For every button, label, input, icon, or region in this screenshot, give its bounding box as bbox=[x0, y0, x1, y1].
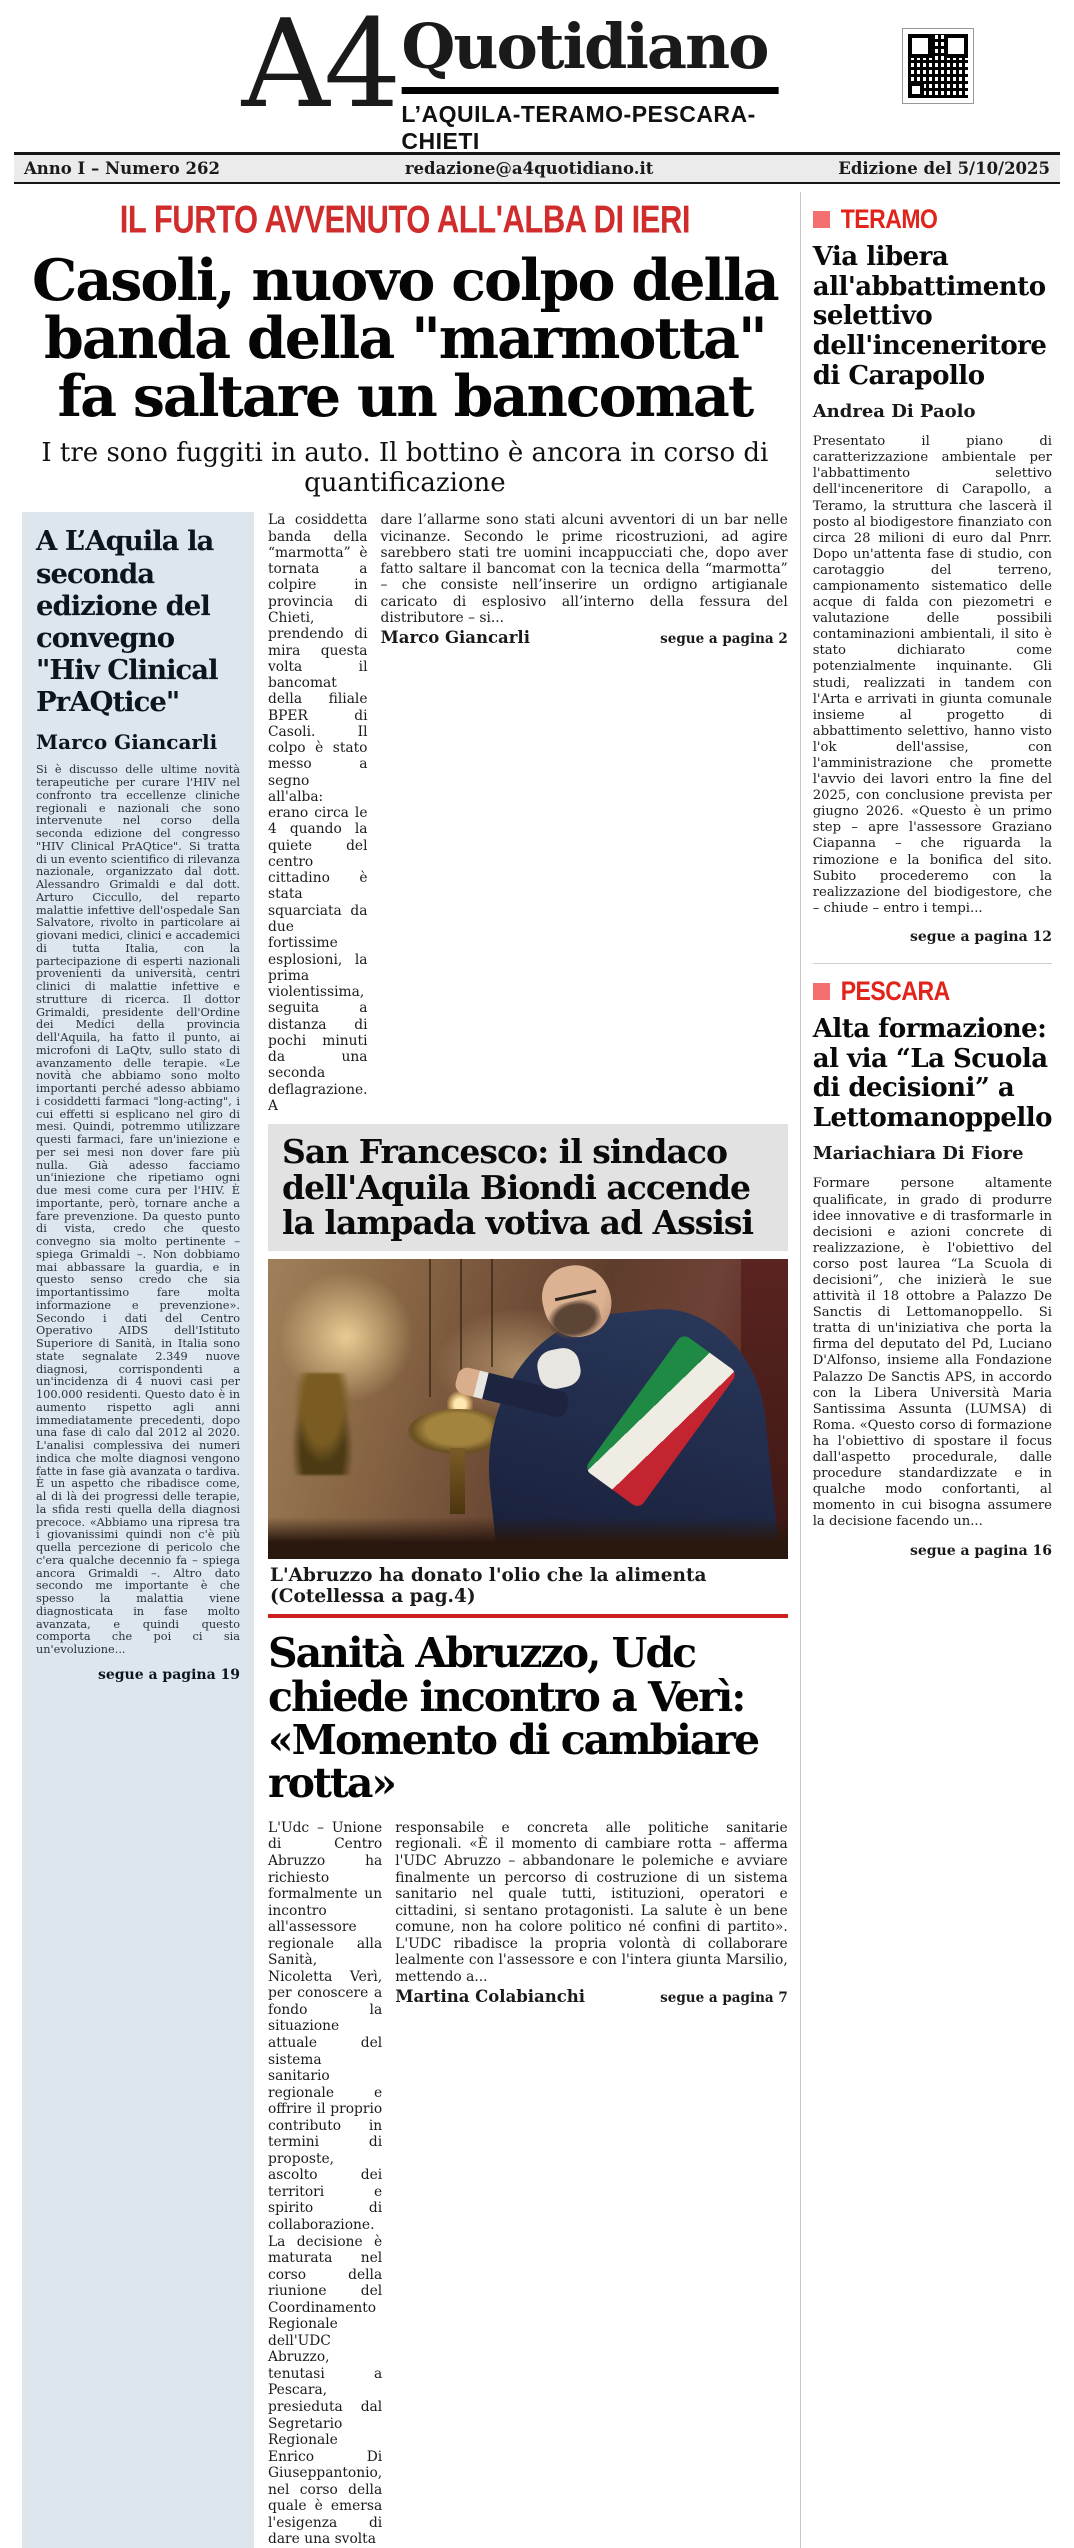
lamp-photo bbox=[268, 1259, 788, 1559]
lead-body-col1: La cosiddetta banda della “marmotta” è tornata a colpire in provincia di Chieti, prendendo di mira questa volta il bancomat della filiale BPER di Casoli. Il colpo è stato messo a segno all'alba: erano circa le 4 quando la quiete del centro cittadino è stata squarciata da due fortissime esplosioni, la prima violentissima, seguita a distanza di pochi minuti da una seconda deflagrazione. A bbox=[268, 512, 368, 1114]
hiv-body: Si è discusso delle ultime novità terapeutiche per curare l'HIV nel confronto tra eccellenze cliniche regionali e nazionali che sono intervenute nel corso della seconda edizione del congresso "HIV Clinical PrAQtice". Si tratta di un evento scientifico di rilevanza nazionale, organizzato dal dott. Alessandro Grimaldi e dal dott. Arturo Ciccullo, del reparto malattie infettive dell'ospedale San Salvatore, rivolto in particolare ai giovani medici, clinici e accademici di tutta Italia, con la partecipazione di esperti nazionali provenienti da università, centri clinici di malattie infettive e strutture di ricerca. Il dottor Grimaldi, presidente dell'Ordine dei Medici della provincia dell'Aquila, ha fatto il punto, ai microfoni di LaQtv, sullo stato di avanzamento delle terapie. «Le novità che abbiamo sono molto importanti perché adesso abbiamo i cosiddetti farmaci "long-acting", i cui effetti si esplicano nel giro di mesi. Quindi, potremmo utilizzare questi farmaci, fare un'iniezione e per sei mesi non dover fare più nulla. Già adesso facciamo un'iniezione che ripetiamo ogni due mesi come cura per l'HIV. È importante, però, tornare anche a fare prevenzione. Da questo punto di vista, credo che questo convegno sia molto pertinente – spiega Grimaldi –. Non dobbiamo mai abbassare la guardia, e in questo senso credo che sia importantissimo fare molta informazione e prevenzione». Secondo i dati del Centro Operativo AIDS dell'Istituto Superiore di Sanità, in Italia sono state segnalate 2.349 nuove diagnosi, corrispondenti a un'incidenza di 4 nuovi casi per 100.000 residenti. Questo dato è in aumento rispetto agli anni immediatamente precedenti, dopo una fase di calo dal 2012 al 2020. L'analisi complessiva dei numeri indica che molte diagnosi vengono fatte in fase già avanzata o tardiva. È un aspetto che ribadisce come, al di là dei progressi delle terapie, la sfida resti quella della diagnosi precoce. «Abbiamo una ripresa tra i giovanissimi quindi non c'è più quella percezione di pericolo che c'era qualche decennio fa – spiega ancora Grimaldi –. Altro dato secondo me importante è che spesso la malattia viene diagnosticata in fase molto avanzata, e quindi questo comporta che poi ci sia un'evoluzione... bbox=[36, 763, 240, 1657]
logo-a4: A4 bbox=[241, 0, 396, 135]
sanita-continuation: segue a pagina 7 bbox=[660, 1990, 788, 2007]
lamp-chain bbox=[460, 1259, 462, 1379]
photo-caption: L'Abruzzo ha donato l'olio che la alimenta (Cotellessa a pag.4) bbox=[270, 1565, 707, 1608]
teramo-headline: Via libera all'abbattimento selettivo dell'inceneritore di Carapollo bbox=[812, 242, 1047, 391]
lead-continuation: segue a pagina 2 bbox=[660, 631, 788, 648]
logo-name: Quotidiano bbox=[401, 18, 778, 94]
content-right-column bbox=[268, 512, 788, 2548]
pescara-label: PESCARA bbox=[840, 975, 950, 1006]
section-label-teramo bbox=[813, 203, 1052, 234]
qr-code bbox=[902, 28, 974, 104]
sanita-body-col2: responsabile e concreta alle politiche sanitarie regionali. «È il momento di cambiare rotta – afferma l'UDC Abruzzo – abbandonare le polemiche e avviare finalmente un percorso di costruzione di un sistema sanitario nel quale tutti, istituzioni, operatori e cittadini, si sentano protagonisti. La salute è un bene comune, non ha colore politico né confini di partito». L'UDC ribadisce la propria volontà di collaborare lealmente con l'assessore e con l'intera giunta Marsilio, mettendo a... bbox=[395, 1819, 788, 1985]
sanita-headline: Sanità Abruzzo, Udc chiede incontro a Verì: «Momento di cambiare rotta» bbox=[268, 1629, 759, 1808]
sidebar-section-divider bbox=[813, 963, 1052, 964]
logo-right-block bbox=[367, 10, 778, 155]
lamp-stem bbox=[450, 1448, 466, 1514]
qr-pattern bbox=[908, 34, 968, 98]
lead-kicker: IL FURTO AVVENUTO ALL'ALBA DI IERI bbox=[119, 197, 690, 242]
san-francesco-headline: San Francesco: il sindaco dell'Aquila Biondi accende la lampada votiva ad Assisi bbox=[282, 1132, 754, 1243]
brass-lamps bbox=[289, 1373, 357, 1475]
lead-byline: Marco Giancarli bbox=[380, 628, 530, 648]
dateline-issue: Anno I – Numero 262 bbox=[24, 159, 220, 178]
hiv-byline: Marco Giancarli bbox=[36, 730, 218, 755]
masthead bbox=[0, 0, 1074, 152]
sidebar bbox=[813, 192, 1052, 2548]
teramo-body: Presentato il piano di caratterizzazione ambientale per l'abbattimento selettivo dell'inceneritore di Carapollo, a Teramo, la struttura che lascerà il posto al biodigestore finanziato con circa 28 milioni di euro dal Pnrr. Dopo un'attenta fase di studio, con carotaggio del terreno, campionamento sistematico delle acque di falda con piezometri e valutazione delle possibili contaminazioni ambientali, il sito è stato dichiarato come potenzialmente inquinante. Gli studi, realizzati in tandem con l'Arta e arrivati in giunta comunale insieme al progetto di abbattimento selettivo, hanno visto l'ok dell'assise, con l'amministrazione che promette l'avvio dei lavori entro la fine del 2025, con conclusione prevista per giugno 2026. «Questo è un primo step – apre l'assessore Graziano Ciapanna – che riguarda la rimozione e la bonifica del sito. Subito procederemo con la realizzazione del biodigestore, che – chiude – entro i tempi... bbox=[812, 434, 1052, 916]
lamp-chain bbox=[429, 1259, 431, 1397]
pescara-byline: Mariachiara Di Fiore bbox=[812, 1143, 1024, 1165]
vertical-divider bbox=[800, 192, 801, 2548]
pescara-body: Formare persone altamente qualificate, in grado di produrre idee innovative e di trasformarle in decisioni e azioni concrete di realizzazione, è l'obiettivo del corso post laurea “La Scuola di decisioni”, che inizierà le sue attività il 18 ottobre a Palazzo De Sanctis di Lettomanoppello. Si tratta di un'iniziativa che porta la firma del deputato del Pd, Luciano D'Alfonso, insieme alla Fondazione Palazzo De Sanctis APS, in accordo con la Libera Università Maria Santissima Assunta (LUMSA) di Roma. «Questo corso di formazione ha l'obiettivo di spostare il focus dall'aspetto procedurale, dalle procedure standardizzate e in qualche modo confortanti, al momento in cui bisogna assumere la decisione facendo un... bbox=[812, 1176, 1052, 1530]
sanita-body-col1: L'Udc – Unione di Centro Abruzzo ha richiesto formalmente un incontro all'assessore regionale alla Sanità, Nicoletta Verì, per conoscere a fondo la situazione attuale del sistema sanitario regionale e offrire il proprio contributo in termini di proposte, ascolto dei territori e spirito di collaborazione. La decisione è maturata nel corso della riunione del Coordinamento Regionale dell'UDC Abruzzo, tenutasi a Pescara, presieduta dal Segretario Regionale Enrico Di Giuseppantonio, nel corso della quale è emersa l'esigenza di dare una svolta bbox=[268, 1819, 383, 2548]
hiv-continuation: segue a pagina 19 bbox=[97, 1666, 240, 1683]
dateline-email: redazione@a4quotidiano.it bbox=[404, 159, 654, 178]
teramo-continuation: segue a pagina 12 bbox=[909, 928, 1052, 945]
qr-finder-icon bbox=[908, 82, 924, 98]
pescara-continuation: segue a pagina 16 bbox=[909, 1542, 1052, 1559]
hiv-article-box bbox=[22, 512, 254, 2548]
teramo-byline: Andrea Di Paolo bbox=[812, 401, 976, 423]
teramo-square-icon bbox=[813, 211, 830, 228]
hiv-headline: A L’Aquila la seconda edizione del convegno "Hiv Clinical PrAQtice" bbox=[36, 525, 218, 719]
section-label-pescara bbox=[813, 975, 1052, 1006]
lamp-chain bbox=[491, 1259, 493, 1367]
dateline-bar bbox=[14, 152, 1060, 184]
photo-foreground-shadow bbox=[268, 1517, 788, 1559]
teramo-label: TERAMO bbox=[840, 203, 938, 234]
dateline-edition: Edizione del 5/10/2025 bbox=[838, 159, 1050, 178]
lead-body-col2: dare l’allarme sono stati alcuni avventori di un bar nelle vicinanze. Secondo le prime ricostruzioni, ad agire sarebbero stati tre uomini incappucciati che, dopo aver fatto saltare il bancomat con la tecnica della “marmotta” – che consiste nell’inserire un ordigno artigianale caricato di esplosivo all’interno della fessura del distributore – si... bbox=[380, 512, 788, 626]
newspaper-logo bbox=[241, 0, 779, 155]
logo-tagline: L’AQUILA-TERAMO-PESCARA-CHIETI bbox=[401, 100, 756, 154]
san-francesco-banner bbox=[268, 1124, 788, 1251]
lead-headline: Casoli, nuovo colpo della banda della "marmotta" fa saltare un bancomat bbox=[31, 247, 778, 431]
lead-subhead: I tre sono fuggiti in auto. Il bottino è ancora in corso di quantificazione bbox=[41, 438, 769, 499]
pescara-headline: Alta formazione: al via “La Scuola di decisioni” a Lettomanoppello bbox=[812, 1013, 1053, 1133]
sanita-byline: Martina Colabianchi bbox=[395, 1987, 586, 2007]
content-column bbox=[22, 192, 788, 2548]
main-area bbox=[0, 184, 1074, 2548]
red-divider-rule bbox=[268, 1614, 788, 1618]
pescara-square-icon bbox=[813, 983, 830, 1000]
